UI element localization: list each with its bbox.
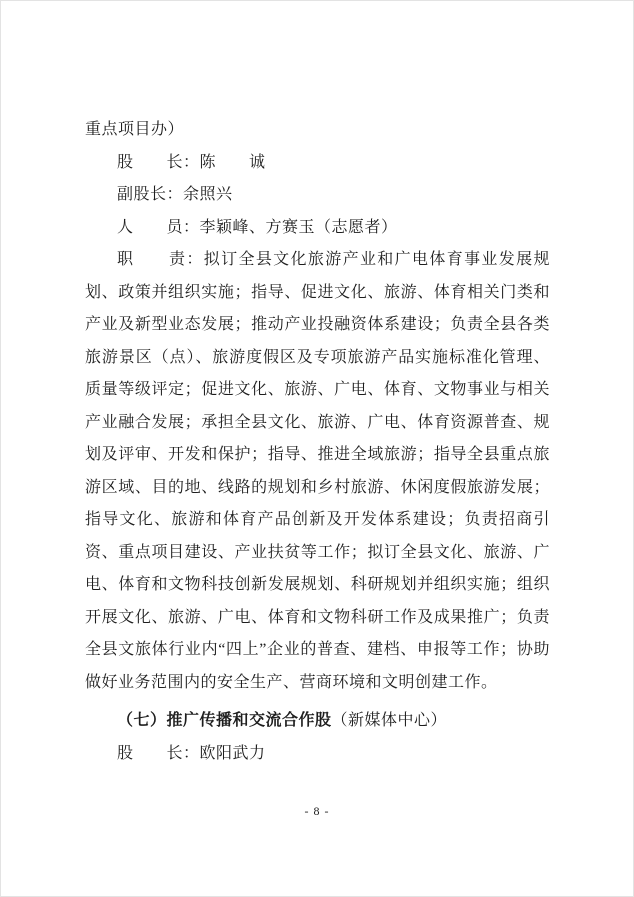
section-heading-subtitle: （新媒体中心） bbox=[331, 712, 448, 729]
roster-line-section-chief: 股 长：陈 诚 bbox=[117, 153, 266, 171]
section-heading bbox=[85, 705, 550, 738]
page-number: - 8 - bbox=[304, 804, 330, 818]
duties-paragraph: 职 责：拟订全县文化旅游产业和广电体育事业发展规划、政策并组织实施；指导、促进文化、旅游、体育相关门类和产业及新型业态发展；推动产业投融资体系建设；负责全县各类旅游景区（点）、旅游度假区及专项旅游产品实施标准化管理、质量等级评定；促进文化、旅游、广电、体育、文物事业与相关产业融合发展；承担全县文化、旅游、广电、体育资源普查、规划及评审、开发和保护；指导、推进全域旅游；指导全县重点旅游区域、目的地、线路的规划和乡村旅游、休闲度假旅游发展；指导文化、旅游和体育产品创新及开发体系建设；负责招商引资、重点项目建设、产业扶贫等工作；拟订全县文化、旅游、广电、体育和文物科技创新发展规划、科研规划并组织实施；组织开展文化、旅游、广电、体育和文物科研工作及成果推广；负责全县文旅体行业内“四上”企业的普查、建档、申报等工作；协助做好业务范围内的安全生产、营商环境和文明创建工作。 bbox=[85, 251, 550, 691]
section-heading-title: （七）推广传播和交流合作股 bbox=[117, 712, 332, 729]
roster-line-deputy-chief: 副股长：余照兴 bbox=[117, 186, 233, 203]
continuation-line: 重点项目办） bbox=[85, 121, 185, 138]
page-content bbox=[85, 114, 550, 770]
roster-line-staff: 人 员：李颖峰、方赛玉（志愿者） bbox=[117, 218, 398, 236]
roster-line-section-chief-2: 股 长：欧阳武力 bbox=[117, 744, 266, 762]
